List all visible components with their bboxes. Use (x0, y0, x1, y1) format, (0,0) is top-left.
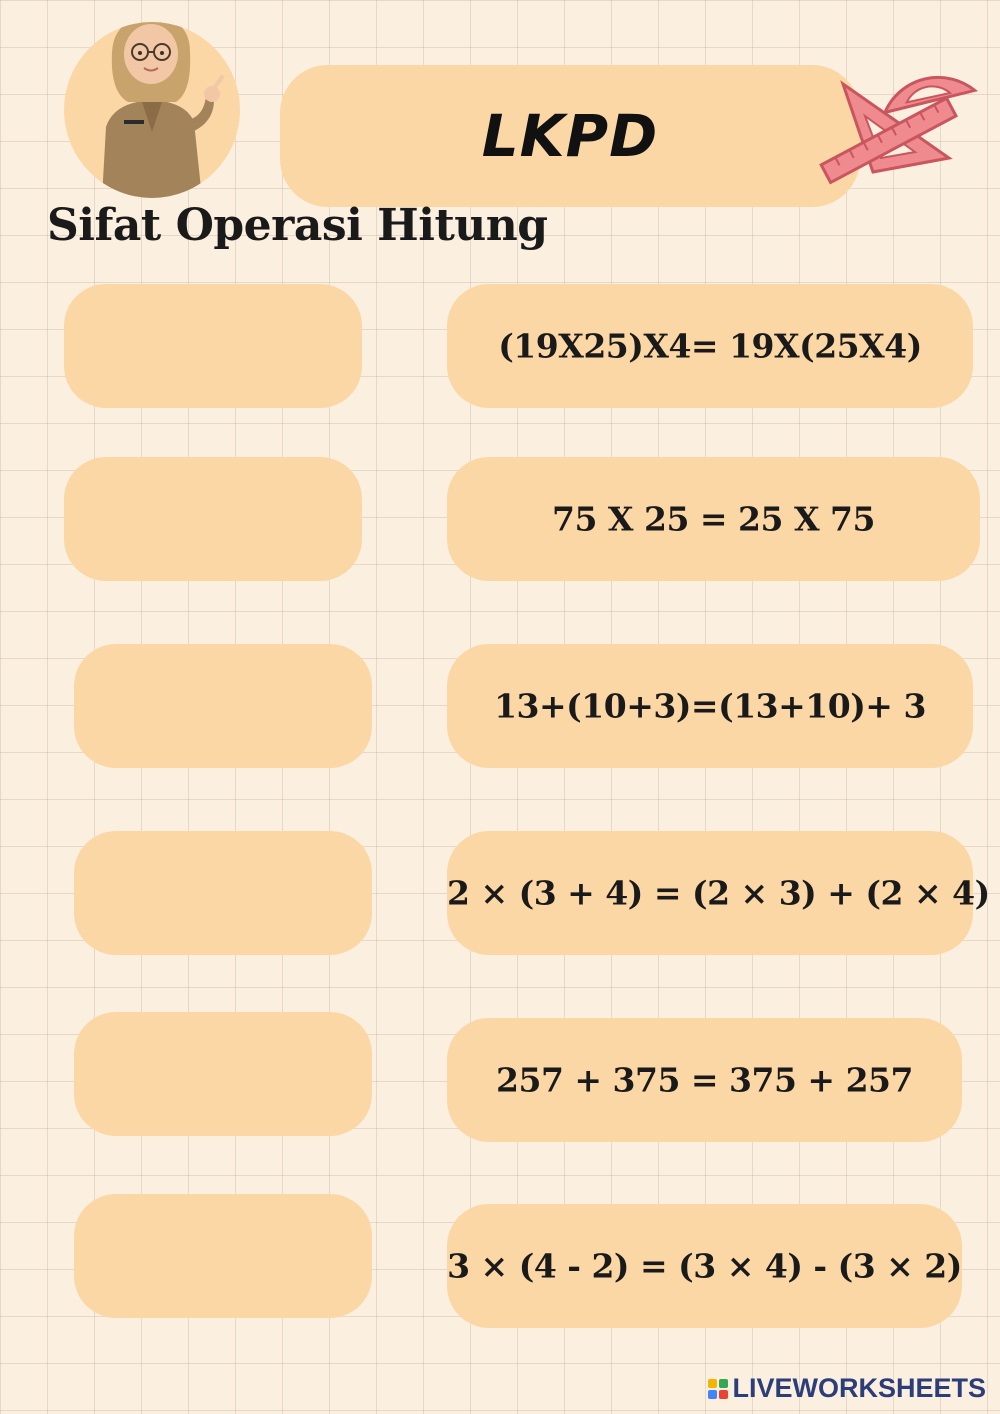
equation-text-2: 75 X 25 = 25 X 75 (552, 499, 875, 539)
teacher-avatar (64, 22, 240, 198)
answer-slot-3[interactable] (74, 644, 372, 768)
equation-box-5 (447, 1018, 962, 1142)
page-title: LKPD (481, 102, 659, 170)
equation-text-3: 13+(10+3)=(13+10)+ 3 (494, 686, 926, 726)
equation-box-6 (447, 1204, 962, 1328)
answer-slot-1[interactable] (64, 284, 362, 408)
equation-text-6: 3 × (4 - 2) = (3 × 4) - (3 × 2) (447, 1246, 962, 1286)
footer-brand (708, 1373, 986, 1404)
equation-box-1 (447, 284, 973, 408)
equation-text-4: 2 × (3 + 4) = (2 × 3) + (2 × 4) (447, 873, 990, 913)
answer-slot-4[interactable] (74, 831, 372, 955)
title-banner (280, 65, 860, 207)
equation-text-1: (19X25)X4= 19X(25X4) (498, 326, 922, 366)
footer-brand-text: LIVEWORKSHEETS (732, 1373, 986, 1403)
answer-slot-2[interactable] (64, 457, 362, 581)
page-subtitle: Sifat Operasi Hitung (47, 200, 548, 251)
ruler-set-icon (815, 40, 985, 190)
teacher-avatar-icon (64, 22, 240, 198)
answer-slot-6[interactable] (74, 1194, 372, 1318)
equation-box-2 (447, 457, 980, 581)
equation-box-4 (447, 831, 990, 955)
answer-slot-5[interactable] (74, 1012, 372, 1136)
equation-text-5: 257 + 375 = 375 + 257 (496, 1060, 913, 1100)
equation-box-3 (447, 644, 973, 768)
liveworksheets-logo-icon (708, 1379, 728, 1399)
